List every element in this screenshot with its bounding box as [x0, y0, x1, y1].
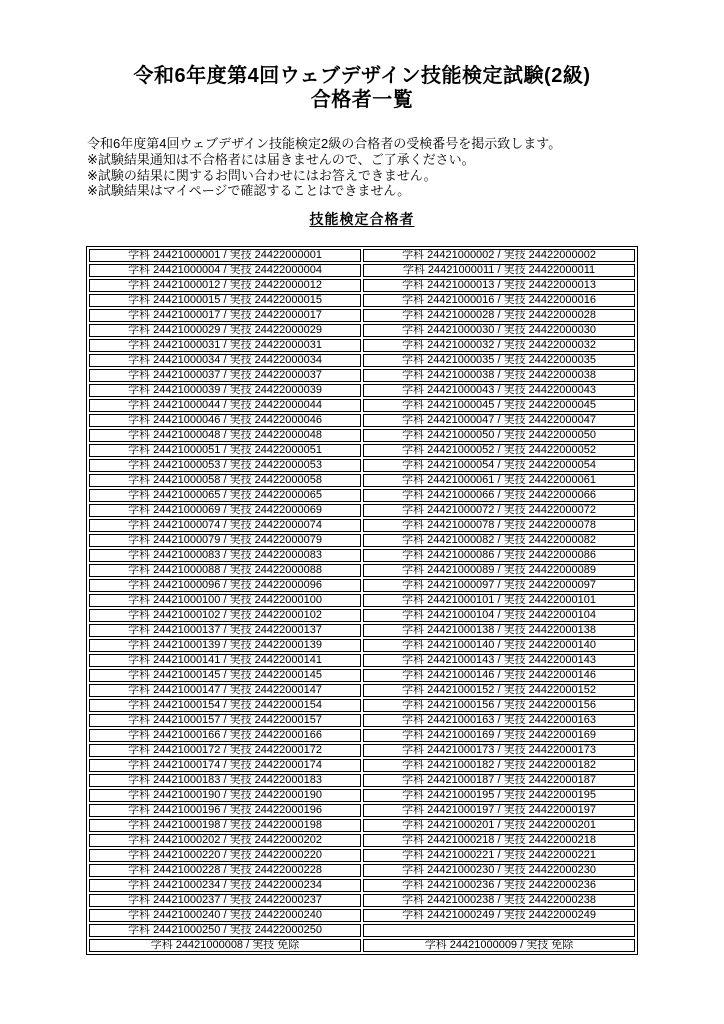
pass-number-cell: 学科 24421000043 / 実技 24422000043 — [363, 384, 635, 397]
pass-number-cell: 学科 24421000154 / 実技 24422000154 — [89, 699, 361, 712]
pass-number-cell: 学科 24421000145 / 実技 24422000145 — [89, 669, 361, 682]
pass-number-cell: 学科 24421000032 / 実技 24422000032 — [363, 339, 635, 352]
pass-number-cell: 学科 24421000230 / 実技 24422000230 — [363, 864, 635, 877]
table-row — [89, 489, 635, 502]
pass-number-cell: 学科 24421000143 / 実技 24422000143 — [363, 654, 635, 667]
pass-number-cell: 学科 24421000197 / 実技 24422000197 — [363, 804, 635, 817]
table-row — [89, 714, 635, 727]
table-row — [89, 309, 635, 322]
pass-number-cell: 学科 24421000046 / 実技 24422000046 — [89, 414, 361, 427]
table-row — [89, 504, 635, 517]
table-row — [89, 519, 635, 532]
table-row — [89, 909, 635, 922]
pass-number-cell: 学科 24421000017 / 実技 24422000017 — [89, 309, 361, 322]
pass-number-cell: 学科 24421000166 / 実技 24422000166 — [89, 729, 361, 742]
table-row — [89, 354, 635, 367]
pass-number-cell: 学科 24421000169 / 実技 24422000169 — [363, 729, 635, 742]
pass-number-cell: 学科 24421000101 / 実技 24422000101 — [363, 594, 635, 607]
table-row — [89, 804, 635, 817]
table-row — [89, 264, 635, 277]
pass-number-cell: 学科 24421000012 / 実技 24422000012 — [89, 279, 361, 292]
table-row — [89, 534, 635, 547]
pass-number-cell: 学科 24421000201 / 実技 24422000201 — [363, 819, 635, 832]
pass-number-cell: 学科 24421000190 / 実技 24422000190 — [89, 789, 361, 802]
table-row — [89, 249, 635, 262]
pass-number-cell: 学科 24421000238 / 実技 24422000238 — [363, 894, 635, 907]
pass-number-cell: 学科 24421000097 / 実技 24422000097 — [363, 579, 635, 592]
pass-number-cell: 学科 24421000195 / 実技 24422000195 — [363, 789, 635, 802]
pass-number-cell: 学科 24421000146 / 実技 24422000146 — [363, 669, 635, 682]
pass-number-cell: 学科 24421000156 / 実技 24422000156 — [363, 699, 635, 712]
table-row — [89, 549, 635, 562]
pass-number-cell: 学科 24421000157 / 実技 24422000157 — [89, 714, 361, 727]
pass-number-cell: 学科 24421000048 / 実技 24422000048 — [89, 429, 361, 442]
pass-number-cell: 学科 24421000089 / 実技 24422000089 — [363, 564, 635, 577]
table-row — [89, 339, 635, 352]
page-title — [0, 64, 724, 112]
table-row — [89, 384, 635, 397]
pass-number-cell: 学科 24421000038 / 実技 24422000038 — [363, 369, 635, 382]
pass-number-cell: 学科 24421000037 / 実技 24422000037 — [89, 369, 361, 382]
intro-line-1: 令和6年度第4回ウェブデザイン技能検定2級の合格者の受検番号を掲示致します。 — [87, 136, 562, 151]
pass-number-cell: 学科 24421000082 / 実技 24422000082 — [363, 534, 635, 547]
pass-number-cell: 学科 24421000236 / 実技 24422000236 — [363, 879, 635, 892]
table-row — [89, 609, 635, 622]
pass-number-cell: 学科 24421000174 / 実技 24422000174 — [89, 759, 361, 772]
table-row — [89, 744, 635, 757]
pass-number-cell: 学科 24421000198 / 実技 24422000198 — [89, 819, 361, 832]
table-row — [89, 894, 635, 907]
pass-number-cell: 学科 24421000100 / 実技 24422000100 — [89, 594, 361, 607]
pass-number-cell: 学科 24421000139 / 実技 24422000139 — [89, 639, 361, 652]
pass-number-cell: 学科 24421000009 / 実技 免除 — [363, 939, 635, 952]
pass-number-cell: 学科 24421000047 / 実技 24422000047 — [363, 414, 635, 427]
table-row — [89, 819, 635, 832]
pass-number-cell: 学科 24421000182 / 実技 24422000182 — [363, 759, 635, 772]
pass-number-cell: 学科 24421000016 / 実技 24422000016 — [363, 294, 635, 307]
table-row — [89, 294, 635, 307]
pass-number-cell: 学科 24421000237 / 実技 24422000237 — [89, 894, 361, 907]
pass-number-cell: 学科 24421000140 / 実技 24422000140 — [363, 639, 635, 652]
pass-number-cell: 学科 24421000054 / 実技 24422000054 — [363, 459, 635, 472]
table-row — [89, 759, 635, 772]
table-row — [89, 699, 635, 712]
table-row — [89, 789, 635, 802]
intro-line-4: ※試験結果はマイページで確認することはできません。 — [87, 183, 411, 199]
table-row — [89, 849, 635, 862]
pass-number-cell: 学科 24421000218 / 実技 24422000218 — [363, 834, 635, 847]
pass-number-cell: 学科 24421000138 / 実技 24422000138 — [363, 624, 635, 637]
pass-number-cell: 学科 24421000053 / 実技 24422000053 — [89, 459, 361, 472]
table-row — [89, 864, 635, 877]
table-row — [89, 369, 635, 382]
pass-number-cell: 学科 24421000044 / 実技 24422000044 — [89, 399, 361, 412]
pass-number-cell: 学科 24421000096 / 実技 24422000096 — [89, 579, 361, 592]
pass-number-cell: 学科 24421000001 / 実技 24422000001 — [89, 249, 361, 262]
pass-number-cell: 学科 24421000202 / 実技 24422000202 — [89, 834, 361, 847]
table-row — [89, 879, 635, 892]
pass-number-cell: 学科 24421000039 / 実技 24422000039 — [89, 384, 361, 397]
pass-number-cell: 学科 24421000034 / 実技 24422000034 — [89, 354, 361, 367]
intro-line-2: ※試験結果通知は不合格者には届きませんので、ご了承ください。 — [87, 151, 475, 167]
pass-number-cell: 学科 24421000102 / 実技 24422000102 — [89, 609, 361, 622]
pass-number-cell: 学科 24421000069 / 実技 24422000069 — [89, 504, 361, 517]
pass-number-cell: 学科 24421000079 / 実技 24422000079 — [89, 534, 361, 547]
pass-number-cell: 学科 24421000086 / 実技 24422000086 — [363, 549, 635, 562]
pass-number-cell: 学科 24421000008 / 実技 免除 — [89, 939, 361, 952]
table-row — [89, 774, 635, 787]
table-row — [89, 459, 635, 472]
pass-number-cell: 学科 24421000249 / 実技 24422000249 — [363, 909, 635, 922]
pass-number-cell: 学科 24421000029 / 実技 24422000029 — [89, 324, 361, 337]
page-title-line1: 令和6年度第4回ウェブデザイン技能検定試験(2級) — [133, 65, 591, 87]
pass-number-cell: 学科 24421000002 / 実技 24422000002 — [363, 249, 635, 262]
table-row — [89, 564, 635, 577]
table-row — [89, 579, 635, 592]
page-title-line2: 合格者一覧 — [310, 89, 414, 111]
pass-number-cell: 学科 24421000035 / 実技 24422000035 — [363, 354, 635, 367]
pass-number-cell: 学科 24421000030 / 実技 24422000030 — [363, 324, 635, 337]
pass-number-cell: 学科 24421000004 / 実技 24422000004 — [89, 264, 361, 277]
table-row — [89, 594, 635, 607]
pass-number-cell: 学科 24421000072 / 実技 24422000072 — [363, 504, 635, 517]
pass-number-cell: 学科 24421000061 / 実技 24422000061 — [363, 474, 635, 487]
pass-number-cell: 学科 24421000015 / 実技 24422000015 — [89, 294, 361, 307]
pass-number-cell: 学科 24421000163 / 実技 24422000163 — [363, 714, 635, 727]
table-row — [89, 399, 635, 412]
pass-number-cell: 学科 24421000250 / 実技 24422000250 — [89, 924, 361, 937]
table-row — [89, 834, 635, 847]
pass-number-cell — [363, 924, 635, 937]
pass-number-cell: 学科 24421000152 / 実技 24422000152 — [363, 684, 635, 697]
pass-number-cell: 学科 24421000196 / 実技 24422000196 — [89, 804, 361, 817]
pass-number-cell: 学科 24421000104 / 実技 24422000104 — [363, 609, 635, 622]
pass-number-cell: 学科 24421000031 / 実技 24422000031 — [89, 339, 361, 352]
table-row — [89, 654, 635, 667]
table-row — [89, 729, 635, 742]
pass-number-cell: 学科 24421000083 / 実技 24422000083 — [89, 549, 361, 562]
pass-number-cell: 学科 24421000088 / 実技 24422000088 — [89, 564, 361, 577]
pass-number-cell: 学科 24421000050 / 実技 24422000050 — [363, 429, 635, 442]
pass-number-cell: 学科 24421000011 / 実技 24422000011 — [363, 264, 635, 277]
table-row — [89, 939, 635, 952]
pass-number-cell: 学科 24421000183 / 実技 24422000183 — [89, 774, 361, 787]
table-row — [89, 639, 635, 652]
pass-number-cell: 学科 24421000045 / 実技 24422000045 — [363, 399, 635, 412]
pass-number-cell: 学科 24421000220 / 実技 24422000220 — [89, 849, 361, 862]
table-row — [89, 669, 635, 682]
table-row — [89, 429, 635, 442]
pass-number-cell: 学科 24421000228 / 実技 24422000228 — [89, 864, 361, 877]
pass-number-cell: 学科 24421000172 / 実技 24422000172 — [89, 744, 361, 757]
table-row — [89, 624, 635, 637]
pass-number-cell: 学科 24421000221 / 実技 24422000221 — [363, 849, 635, 862]
pass-number-cell: 学科 24421000074 / 実技 24422000074 — [89, 519, 361, 532]
pass-number-cell: 学科 24421000240 / 実技 24422000240 — [89, 909, 361, 922]
table-row — [89, 684, 635, 697]
pass-number-cell: 学科 24421000066 / 実技 24422000066 — [363, 489, 635, 502]
pass-number-cell: 学科 24421000137 / 実技 24422000137 — [89, 624, 361, 637]
pass-number-cell: 学科 24421000051 / 実技 24422000051 — [89, 444, 361, 457]
pass-number-cell: 学科 24421000058 / 実技 24422000058 — [89, 474, 361, 487]
passers-table-body — [89, 249, 635, 952]
pass-number-cell: 学科 24421000078 / 実技 24422000078 — [363, 519, 635, 532]
intro-text — [87, 136, 684, 199]
intro-line-3: ※試験の結果に関するお問い合わせにはお答えできません。 — [87, 167, 437, 183]
passers-table — [86, 246, 638, 955]
pass-number-cell: 学科 24421000234 / 実技 24422000234 — [89, 879, 361, 892]
pass-number-cell: 学科 24421000065 / 実技 24422000065 — [89, 489, 361, 502]
pass-number-cell: 学科 24421000028 / 実技 24422000028 — [363, 309, 635, 322]
pass-number-cell: 学科 24421000187 / 実技 24422000187 — [363, 774, 635, 787]
table-row — [89, 279, 635, 292]
table-row — [89, 474, 635, 487]
section-header: 技能検定合格者 — [309, 211, 415, 227]
pass-number-cell: 学科 24421000147 / 実技 24422000147 — [89, 684, 361, 697]
table-row — [89, 444, 635, 457]
pass-number-cell: 学科 24421000013 / 実技 24422000013 — [363, 279, 635, 292]
pass-number-cell: 学科 24421000141 / 実技 24422000141 — [89, 654, 361, 667]
table-row — [89, 324, 635, 337]
table-row — [89, 924, 635, 937]
pass-number-cell: 学科 24421000173 / 実技 24422000173 — [363, 744, 635, 757]
pass-number-cell: 学科 24421000052 / 実技 24422000052 — [363, 444, 635, 457]
table-row — [89, 414, 635, 427]
